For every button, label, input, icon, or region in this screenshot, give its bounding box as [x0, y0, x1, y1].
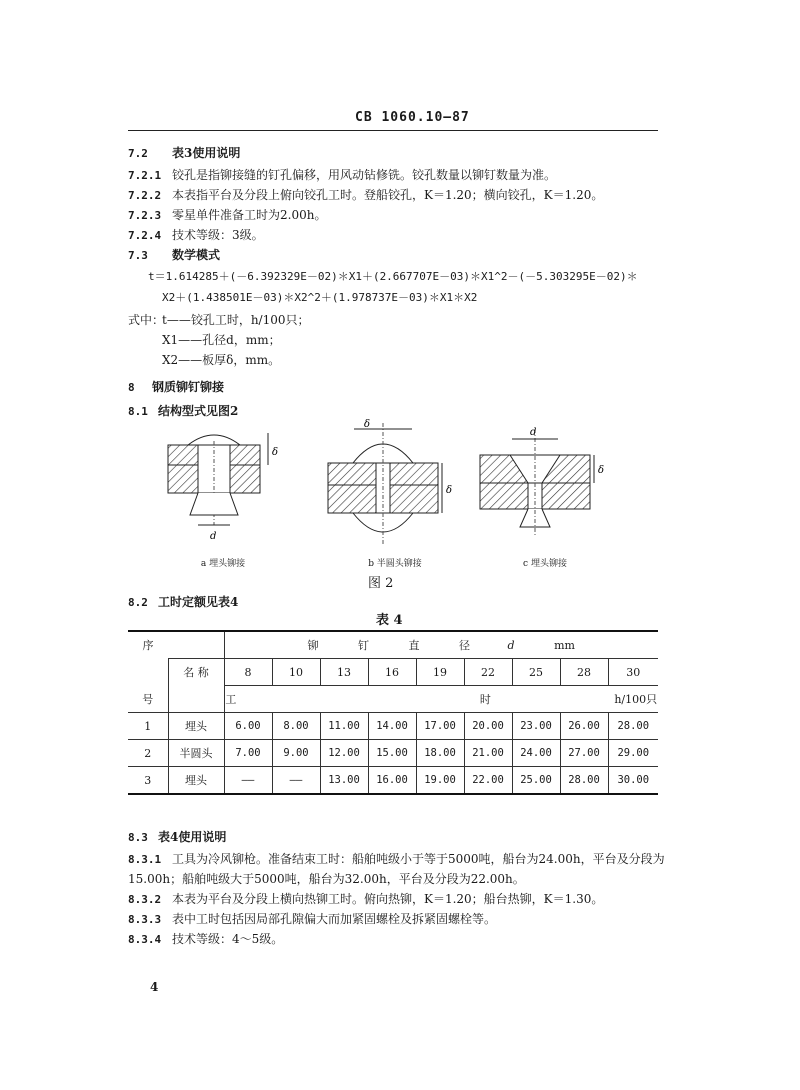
- section-7-3-heading: 7.3 数学模式: [128, 248, 221, 262]
- plate-b-bottom-left: [328, 485, 376, 513]
- section-8-1-heading: 8.1 结构型式见图2: [128, 404, 239, 418]
- diameter-22: 22: [464, 659, 512, 686]
- formula-line-1: t＝1.614285＋(－6.392329E－02)＊X1＋(2.667707E－03)＊X1^2－(－5.303295E－02)＊: [148, 270, 638, 283]
- section-8-heading: 8 钢质铆钉铆接: [128, 380, 225, 394]
- diameter-19: 19: [416, 659, 464, 686]
- table-4: [128, 630, 658, 795]
- label-c-delta: δ: [598, 465, 605, 476]
- item-8-3-4: 8.3.4 技术等级：4～5级。: [128, 932, 284, 946]
- standard-code: CB 1060.10—87: [355, 110, 470, 125]
- time-header: 工 时 h/100只: [224, 686, 658, 713]
- diameter-10: 10: [272, 659, 320, 686]
- section-8-2-heading: 8.2 工时定额见表4: [128, 595, 239, 609]
- rivet-c-drawing: [480, 427, 604, 535]
- label-a-delta: δ: [272, 447, 279, 458]
- table-row: 3 埋头 —— —— 13.00 16.00 19.00 22.00 25.00 28.00 30.00: [128, 767, 658, 795]
- plate-a-top-left: [168, 445, 198, 465]
- item-8-3-3: 8.3.3 表中工时包括因局部孔隙偏大而加紧固螺栓及拆紧固螺栓等。: [128, 912, 497, 926]
- plate-b-top-right: [390, 463, 438, 485]
- figure-caption-b: b 半圆头铆接: [368, 559, 422, 569]
- plate-a-bottom-right: [230, 465, 260, 493]
- figure-2-caption: 图 2: [368, 576, 394, 591]
- plate-a-bottom-left: [168, 465, 198, 493]
- header-rule: [128, 130, 658, 131]
- plate-b-bottom-right: [390, 485, 438, 513]
- table-header-row-2: [128, 659, 658, 686]
- var-x1: X1——孔径d，mm；: [162, 333, 281, 347]
- label-a-d: d: [210, 531, 217, 542]
- diameter-13: 13: [320, 659, 368, 686]
- item-8-3-2: 8.3.2 本表为平台及分段上横向热铆工时。俯向热铆，K＝1.20；船台热铆，K＝1.30。: [128, 892, 604, 906]
- table-row: 2 半圆头 7.00 9.00 12.00 15.00 18.00 21.00 24.00 27.00 29.00: [128, 740, 658, 767]
- page-number: 4: [150, 980, 159, 994]
- section-7-2-heading: 7.2 表3使用说明: [128, 146, 241, 160]
- plate-b-top-left: [328, 463, 376, 485]
- formula-line-2: X2＋(1.438501E－03)＊X2^2＋(1.978737E－03)＊X1＊X2: [162, 291, 478, 304]
- table-header-row-3: [128, 686, 658, 713]
- rivet-a-drawing: [168, 433, 278, 542]
- figure-caption-c: c 埋头铆接: [523, 559, 567, 569]
- rivet-b-drawing: [328, 419, 452, 545]
- item-7-2-1: 7.2.1 铰孔是指铆接缝的钉孔偏移，用风动钻修铣。铰孔数量以铆钉数量为准。: [128, 168, 557, 182]
- label-b-delta-top: δ: [364, 419, 371, 430]
- table-row: 1 埋头 6.00 8.00 11.00 14.00 17.00 20.00 23.00 26.00 28.00: [128, 713, 658, 740]
- diameter-header: 铆 钉 直 径 d mm: [224, 631, 658, 659]
- label-c-d: d: [530, 427, 537, 438]
- plate-a-top-right: [230, 445, 260, 465]
- seq-header-bottom: 号: [142, 692, 154, 706]
- diameter-30: 30: [608, 659, 658, 686]
- table-header-row-1: [128, 631, 658, 659]
- section-8-3-heading: 8.3 表4使用说明: [128, 830, 227, 844]
- where-label: 式中：: [128, 313, 165, 327]
- item-8-3-1-cont: 15.00h；船舶吨级大于5000吨，船台为32.00h，平台及分段为22.00h。: [128, 872, 525, 886]
- item-8-3-1: 8.3.1 工具为冷风铆枪。准备结束工时：船舶吨级小于等于5000吨，船台为24.00h，平台及分段为: [128, 852, 665, 866]
- name-header: 名 称: [168, 659, 224, 686]
- var-t: t——铰孔工时，h/100只；: [162, 313, 310, 327]
- item-7-2-2: 7.2.2 本表指平台及分段上俯向铰孔工时。登船铰孔，K＝1.20；横向铰孔，K＝1.20。: [128, 188, 604, 202]
- label-b-delta: δ: [446, 485, 453, 496]
- seq-header-top: 序: [128, 631, 168, 659]
- rivet-a-countersunk-tail: [190, 493, 238, 515]
- plate-c-bottom-right: [542, 483, 590, 509]
- figure-caption-a: a 埋头铆接: [200, 559, 246, 569]
- var-x2: X2——板厚δ，mm。: [162, 353, 281, 367]
- diameter-25: 25: [512, 659, 560, 686]
- table-4-title: 表 4: [376, 613, 403, 628]
- diameter-8: 8: [224, 659, 272, 686]
- item-7-2-4: 7.2.4 技术等级：3级。: [128, 228, 264, 242]
- diameter-16: 16: [368, 659, 416, 686]
- item-7-2-3: 7.2.3 零星单件准备工时为2.00h。: [128, 208, 327, 222]
- plate-c-bottom-left: [480, 483, 528, 509]
- diameter-28: 28: [560, 659, 608, 686]
- figure-2-drawings: [150, 415, 620, 550]
